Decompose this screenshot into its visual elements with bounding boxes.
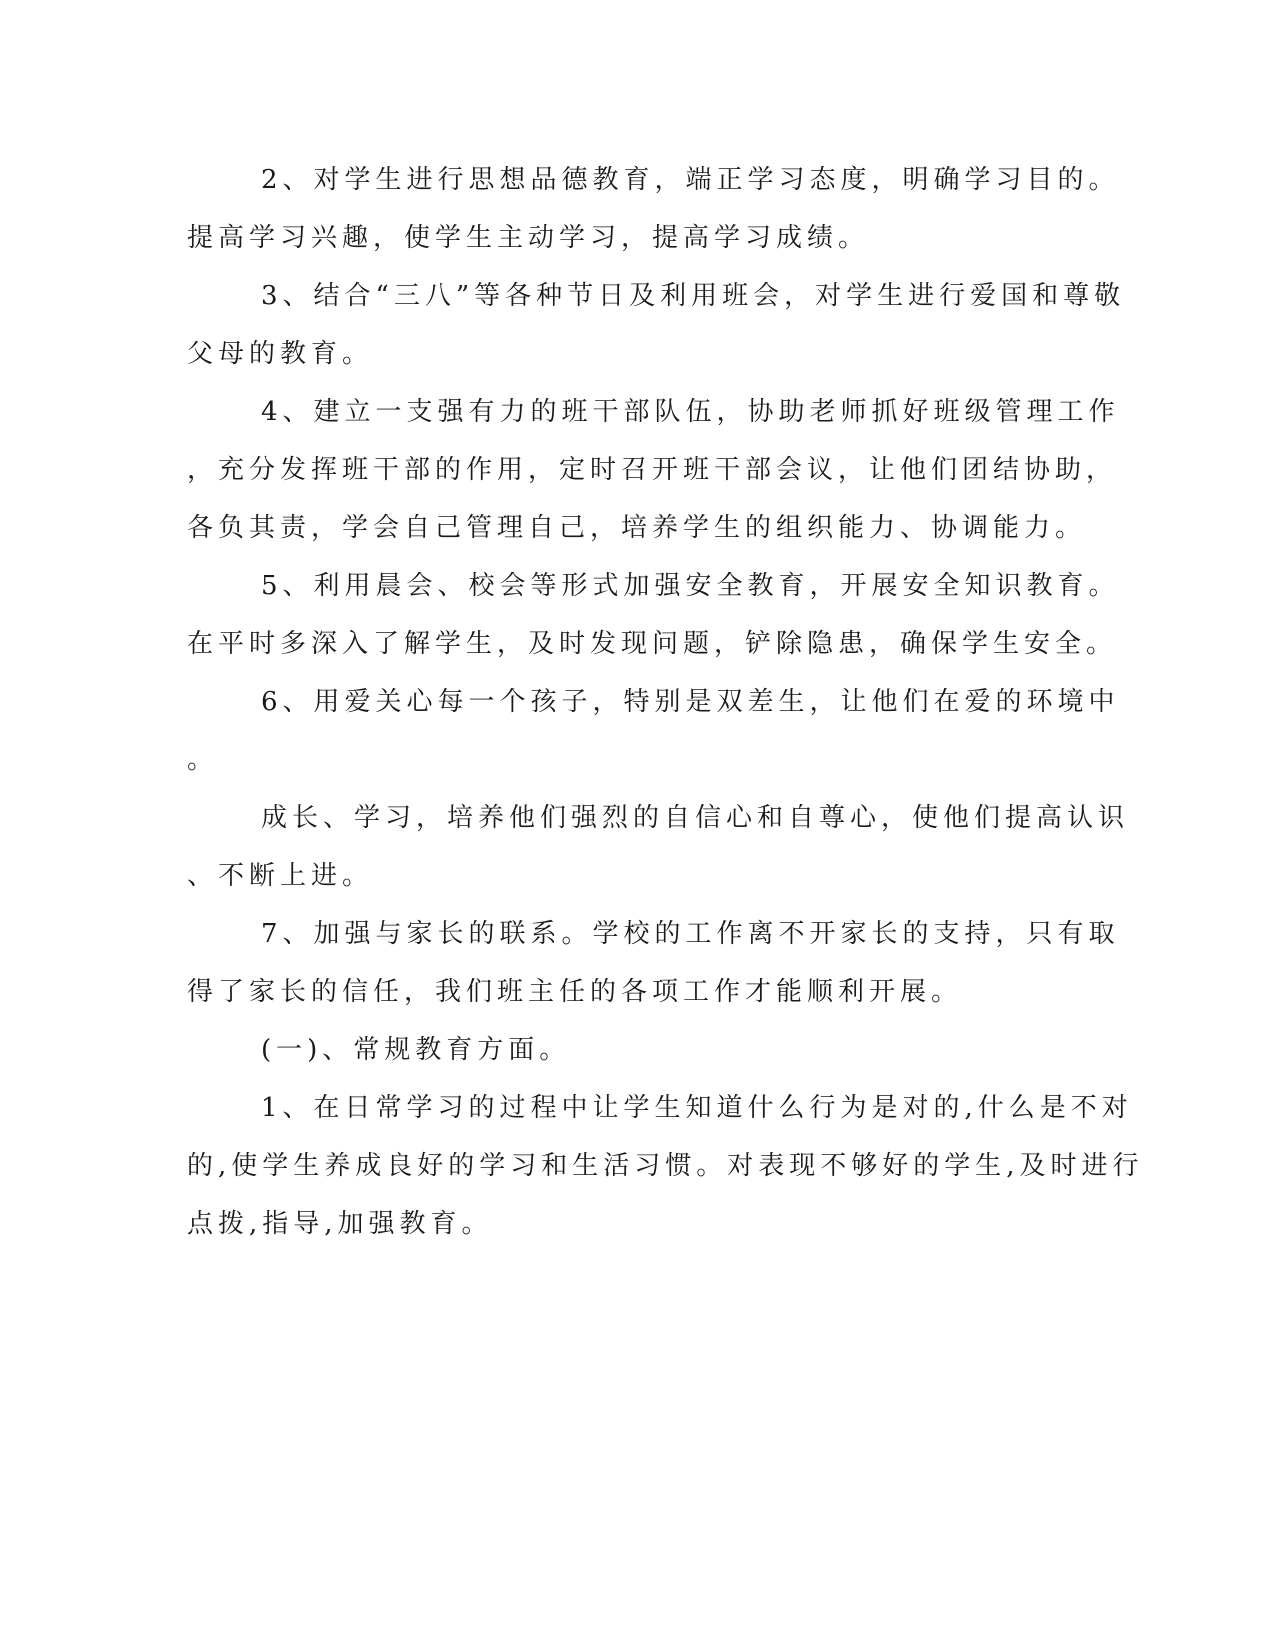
paragraph-8-line-3: 点拨,指导,加强教育。 (187, 1209, 493, 1239)
paragraph-6-line-2: 。 (187, 745, 219, 775)
paragraph-7-line-2: 得了家长的信任，我们班主任的各项工作才能顺利开展。 (187, 977, 963, 1007)
paragraph-6b-line-1: 成长、学习，培养他们强烈的自信心和自尊心，使他们提高认识 (261, 803, 1130, 833)
paragraph-3-line-1: 3、结合“三八”等各种节日及利用班会，对学生进行爱国和尊敬 (261, 281, 1126, 311)
paragraph-3-line-2: 父母的教育。 (187, 339, 374, 369)
paragraph-4-line-3: 各负其责，学会自己管理自己，培养学生的组织能力、协调能力。 (187, 513, 1087, 543)
paragraph-6b-line-2: 、不断上进。 (187, 861, 374, 891)
paragraph-2-line-2: 提高学习兴趣，使学生主动学习，提高学习成绩。 (187, 223, 870, 253)
paragraph-6-line-1: 6、用爱关心每一个孩子，特别是双差生，让他们在爱的环境中 (261, 687, 1120, 717)
paragraph-4-line-1: 4、建立一支强有力的班干部队伍，协助老师抓好班级管理工作 (261, 397, 1120, 427)
paragraph-8-line-2: 的,使学生养成良好的学习和生活习惯。对表现不够好的学生,及时进行 (187, 1151, 1144, 1181)
paragraph-7-line-1: 7、加强与家长的联系。学校的工作离不开家长的支持，只有取 (261, 919, 1120, 949)
paragraph-5-line-1: 5、利用晨会、校会等形式加强安全教育，开展安全知识教育。 (261, 571, 1120, 601)
section-heading-routine-education: (一)、常规教育方面。 (261, 1035, 571, 1065)
paragraph-4-line-2: ，充分发挥班干部的作用，定时召开班干部会议，让他们团结协助， (187, 455, 1118, 485)
paragraph-5-line-2: 在平时多深入了解学生，及时发现问题，铲除隐患，确保学生安全。 (187, 629, 1118, 659)
paragraph-2-line-1: 2、对学生进行思想品德教育，端正学习态度，明确学习目的。 (261, 165, 1120, 195)
paragraph-8-line-1: 1、在日常学习的过程中让学生知道什么行为是对的,什么是不对 (261, 1093, 1133, 1123)
